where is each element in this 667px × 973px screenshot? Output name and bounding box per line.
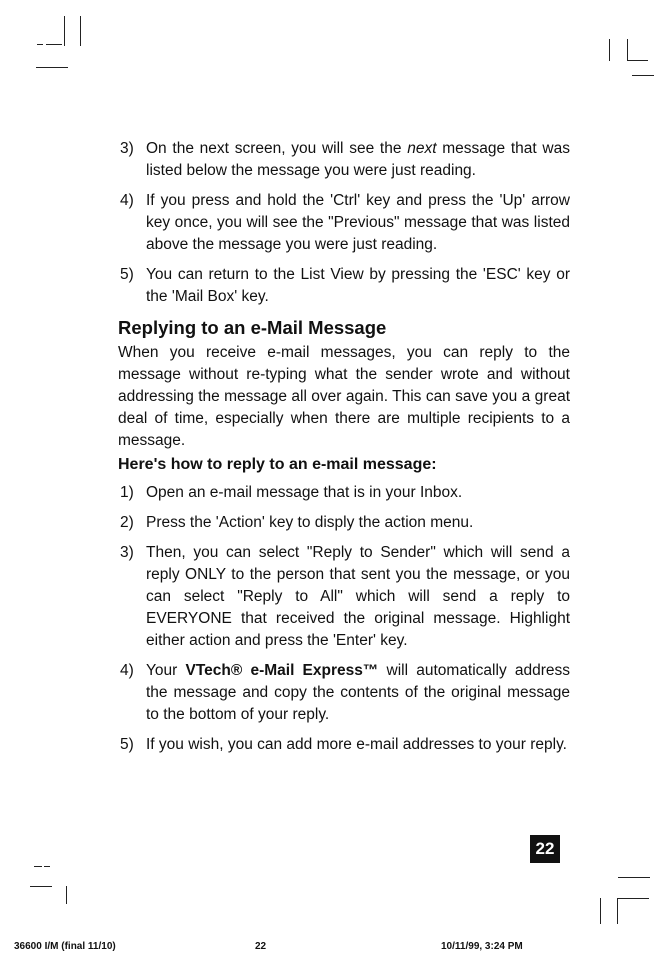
footer-left: 36600 I/M (final 11/10) bbox=[14, 941, 116, 952]
list-number: 4) bbox=[120, 192, 134, 209]
step-text: Open an e-mail message that is in your Inbox. bbox=[146, 484, 463, 501]
step-item bbox=[118, 512, 570, 534]
step-number: 2) bbox=[120, 514, 134, 531]
step-item bbox=[118, 734, 570, 756]
step-item bbox=[118, 482, 570, 504]
howto-title: Here's how to reply to an e-mail message: bbox=[118, 456, 437, 473]
footer-right: 10/11/99, 3:24 PM bbox=[441, 941, 523, 952]
section-title: Replying to an e-Mail Message bbox=[118, 317, 387, 338]
list-text: If you press and hold the 'Ctrl' key and press the 'Up' arrow key once, you will see the "Previous" message that was listed above the message you were just reading. bbox=[146, 192, 570, 253]
intro-paragraph: When you receive e-mail messages, you can reply to the message without re-typing what the sender wrote and without addressing the message all over again. This can save you a great deal of time, especially when there are multiple recipients to a message. bbox=[118, 344, 570, 449]
footer-center: 22 bbox=[255, 941, 267, 952]
list-number: 3) bbox=[120, 140, 134, 157]
list-number: 5) bbox=[120, 266, 134, 283]
step-number: 5) bbox=[120, 736, 134, 753]
list-item bbox=[118, 190, 570, 256]
step-item: 4) Your VTech® e-Mail Express™ will automatically address the message and copy the contents of the original message to the bottom of your reply. bbox=[120, 662, 571, 723]
list-item bbox=[118, 264, 570, 308]
product-name: VTech® e-Mail Express™ bbox=[185, 662, 379, 679]
step-number: 4) bbox=[120, 662, 134, 679]
page-content bbox=[118, 138, 570, 764]
list-item: 3) On the next screen, you will see the next message that was listed below the message you were just reading. bbox=[120, 140, 570, 179]
emphasis-text: next bbox=[407, 140, 437, 157]
step-item bbox=[118, 542, 570, 652]
page-number-badge: 22 bbox=[530, 835, 560, 863]
step-number: 1) bbox=[120, 484, 134, 501]
list-text: You can return to the List View by pressing the 'ESC' key or the 'Mail Box' key. bbox=[146, 266, 570, 305]
step-text: Then, you can select "Reply to Sender" which will send a reply ONLY to the person that sent you the message, or you can select "Reply to All" which will send a reply to EVERYONE that received the original message. Highlight either action and press the 'Enter' key. bbox=[146, 544, 570, 649]
step-number: 3) bbox=[120, 544, 134, 561]
step-text: Press the 'Action' key to disply the action menu. bbox=[146, 514, 474, 531]
step-text: If you wish, you can add more e-mail addresses to your reply. bbox=[146, 736, 567, 753]
